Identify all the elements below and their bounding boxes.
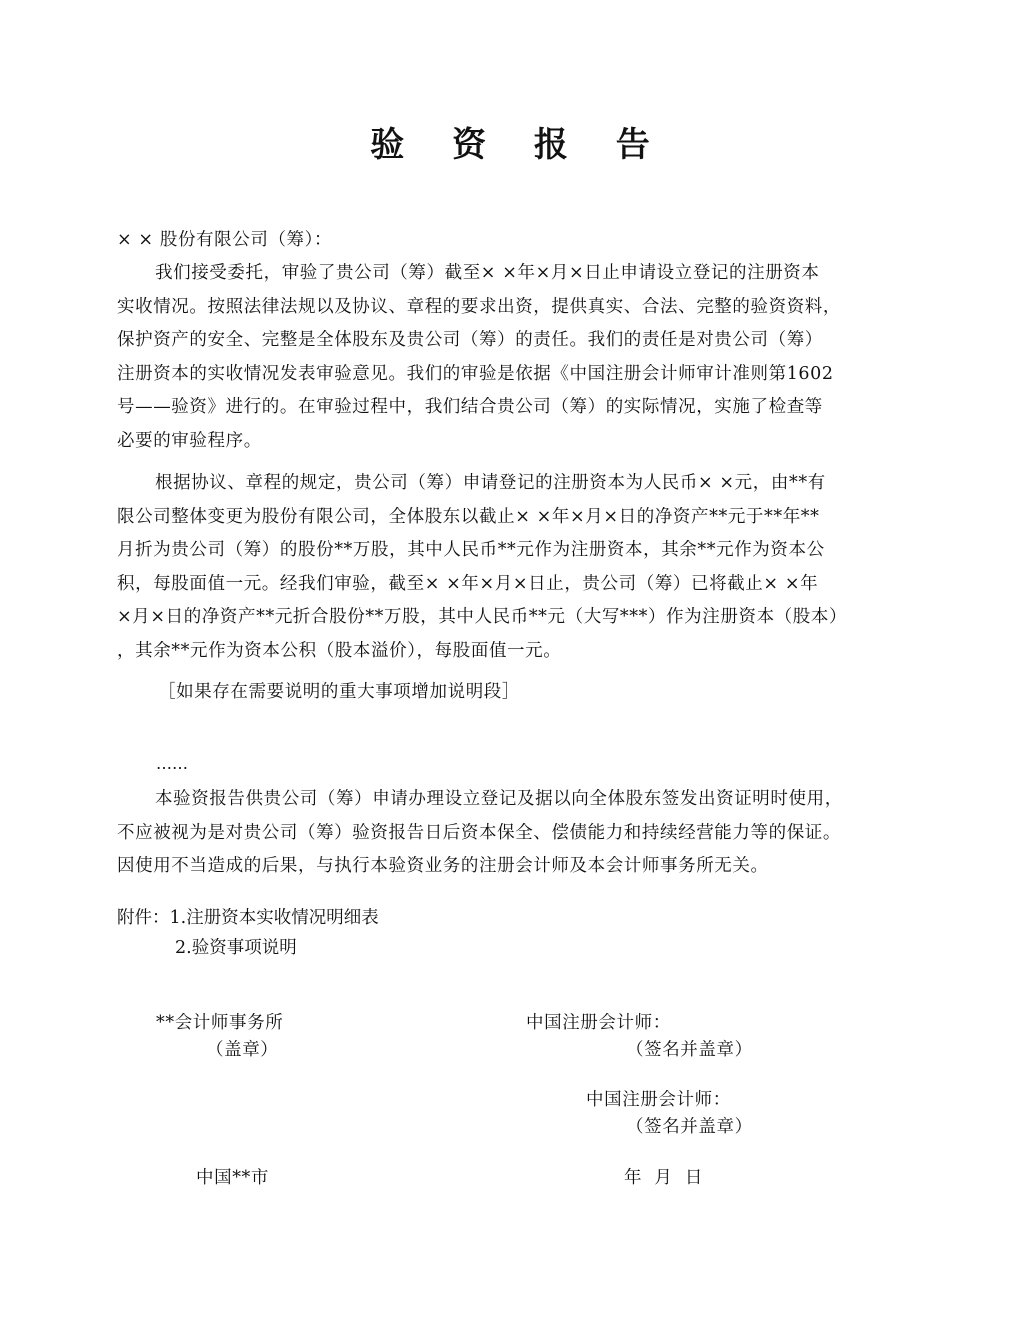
paragraph-line: 积，每股面值一元。经我们审验，截至× ×年×月×日止，贵公司（筹）已将截止× ×年 [117, 573, 819, 594]
paragraph-line: 号——验资》进行的。在审验过程中，我们结合贵公司（筹）的实际情况，实施了检查等 [117, 397, 823, 417]
paragraph-line: 本验资报告供贵公司（筹）申请办理设立登记及据以向全体股东签发出资证明时使用， [155, 789, 843, 809]
paragraph-line: ×月×日的净资产**元折合股份**万股，其中人民币**元（大写***）作为注册资本（股本） [117, 607, 848, 627]
attachments [117, 903, 379, 963]
paragraph-line: 我们接受委托，审验了贵公司（筹）截至× ×年×月×日止申请设立登记的注册资本 [155, 263, 820, 283]
city: 中国**市 [196, 1168, 269, 1188]
firm-seal: （盖章） [206, 1040, 279, 1060]
page-title: 验 资 报 告 [370, 125, 668, 165]
cpa-sign-2: （签名并盖章） [626, 1117, 753, 1137]
paragraph-line: 限公司整体变更为股份有限公司，全体股东以截止× ×年×月×日的净资产**元于**年** [117, 506, 820, 527]
paragraph-line: 月折为贵公司（筹）的股份**万股，其中人民币**元作为注册资本，其余**元作为资本公 [117, 540, 825, 560]
salutation [117, 224, 917, 258]
paragraph-line: 保护资产的安全、完整是全体股东及贵公司（筹）的责任。我们的责任是对贵公司（筹） [117, 330, 823, 350]
report-date: 年 月 日 [624, 1168, 703, 1188]
paragraph-engagement [117, 257, 917, 458]
paragraph-line: 根据协议、章程的规定，贵公司（筹）申请登记的注册资本为人民币× ×元，由**有 [155, 473, 826, 493]
attachment-item: 2.验资事项说明 [175, 938, 297, 958]
paragraph-capital [117, 467, 917, 668]
paragraph-line: ，其余**元作为资本公积（股本溢价），每股面值一元。 [117, 640, 562, 661]
paragraph-line: 必要的审验程序。 [117, 430, 262, 451]
salutation-line: × × 股份有限公司（筹）： [117, 230, 333, 250]
paragraph-line: 不应被视为是对贵公司（筹）验资报告日后资本保全、偿债能力和持续经营能力等的保证。 [117, 822, 841, 843]
cpa-label-2: 中国注册会计师： [586, 1090, 731, 1110]
cpa-sign-1: （签名并盖章） [626, 1040, 753, 1060]
paragraph-line: 因使用不当造成的后果，与执行本验资业务的注册会计师及本会计师事务所无关。 [117, 856, 769, 876]
firm-name: **会计师事务所 [156, 1013, 284, 1033]
ellipsis: …… [156, 754, 188, 773]
explanatory-note: ［如果存在需要说明的重大事项增加说明段］ [158, 682, 520, 702]
attachments-label: 附件： [117, 908, 170, 928]
attachment-item: 1.注册资本实收情况明细表 [169, 908, 379, 928]
cpa-label-1: 中国注册会计师： [526, 1013, 671, 1033]
attachment-line-1 [117, 903, 379, 933]
paragraph-usage [117, 783, 917, 884]
paragraph-line: 注册资本的实收情况发表审验意见。我们的审验是依据《中国注册会计师审计准则第1602 [117, 363, 834, 384]
paragraph-line: 实收情况。按照法律法规以及协议、章程的要求出资，提供真实、合法、完整的验资资料， [117, 296, 841, 317]
